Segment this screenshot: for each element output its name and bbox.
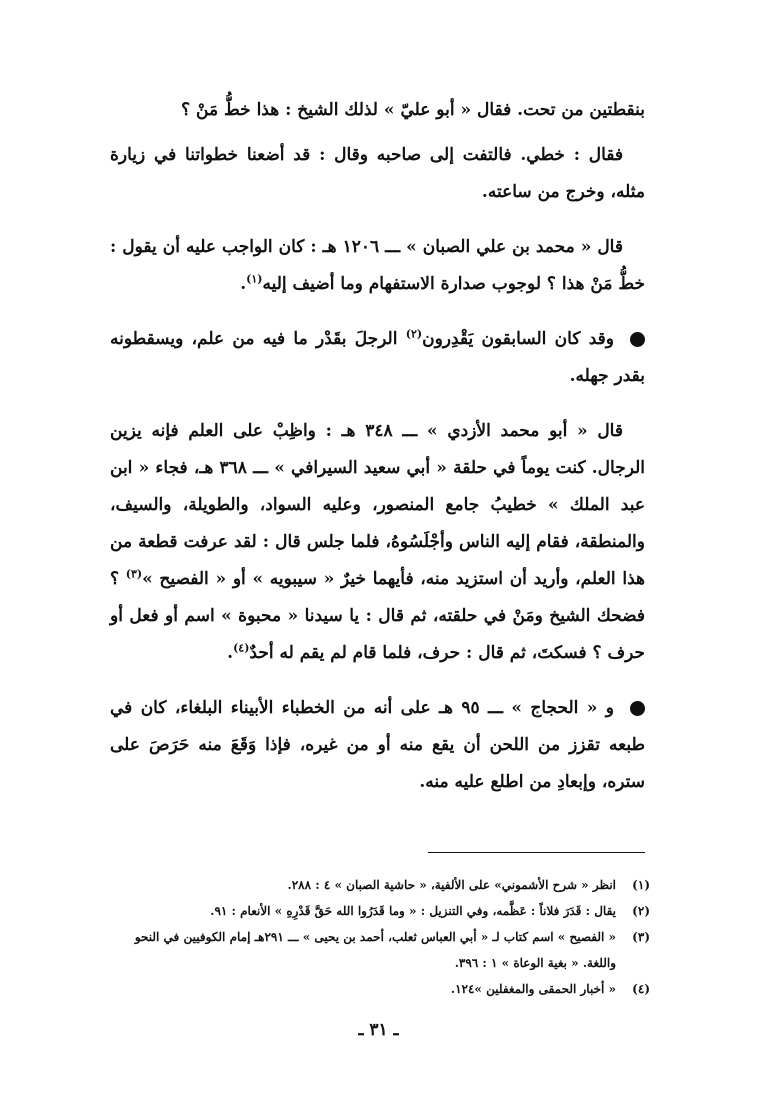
- footnote-number: (٢): [632, 904, 650, 918]
- footnote-ref-3: (٣): [125, 567, 143, 581]
- paragraph-6-text: و « الحجاج » ـــ ٩٥ هـ على أنه من الخطباء الأبيناء البلغاء، كان في طبعه تقزز من اللحن أن يقع منه أو من غيره، فإذا وَقَعَ منه حَرَصَ على ستره، وإبعادِ من اطلع عليه منه.: [110, 698, 645, 792]
- footnote-ref-4: (٤): [233, 641, 250, 655]
- footnote-number: (٤): [632, 982, 650, 996]
- footnote-3: [110, 924, 650, 950]
- paragraph-6: [110, 690, 645, 801]
- paragraph-3: [110, 229, 645, 303]
- paragraph-5: [110, 413, 645, 672]
- footnotes: [110, 872, 650, 1002]
- paragraph-2: فقال : خطي. فالتفت إلى صاحبه وقال : قد أضعنا خطواتنا في زيارة مثله، وخرج من ساعته.: [110, 145, 645, 202]
- paragraph-3-text: قال « محمد بن علي الصبان » ـــ ١٢٠٦ هـ : كان الواجب عليه أن يقول : خطُّ مَنْ هذا ؟ لوجوب صدارة الاستفهام وما أضيف إليه: [110, 237, 645, 294]
- footnote-ref-1: (١): [246, 272, 263, 286]
- footnote-number: (١): [632, 878, 650, 892]
- paragraph-5-end: .: [227, 643, 234, 663]
- footnote-ref-2: (٢): [405, 327, 423, 341]
- footnote-2: [110, 898, 650, 924]
- footnote-3-continuation: واللغة. « بغية الوعاة » ١ : ٣٩٦.: [454, 956, 616, 970]
- paragraph-4-text-a: وقد كان السابقون يَقْدِرون: [422, 329, 614, 349]
- page-number: ـ ٣١ ـ: [358, 1020, 399, 1040]
- bullet-icon: [630, 701, 645, 716]
- main-text: [110, 92, 645, 819]
- paragraph-1: بنقطتين من تحت. فقال « أبو عليّ » لذلك الشيخ : هذا خطُّ مَنْ ؟: [181, 100, 645, 120]
- footnote-4: [110, 976, 650, 1002]
- footnote-text: « الفصيح » اسم كتاب لـ « أبي العباس ثعلب، أحمد بن يحيى » ـــ ٢٩١هـ إمام الكوفيين في النحو: [134, 930, 616, 944]
- paragraph-4-text-b: الرجلَ بقَدْر ما فيه من علم، ويسقطونه بقدر جهله.: [110, 329, 645, 386]
- footnote-number: (٣): [632, 930, 650, 944]
- bullet-icon: [630, 332, 645, 347]
- paragraph-3-end: .: [240, 274, 247, 294]
- paragraph-5-text-a: قال « أبو محمد الأزدي » ـــ ٣٤٨ هـ : واظِبْ على العلم فإنه يزين الرجال. كنت يوماً في حلقة « أبي سعيد السيرافي » ـــ ٣٦٨ هـ، فجاء « ابن عبد الملك » خطيبُ جامع المنصور، وعليه السواد، والطويلة، والسيف، والمنطقة، فقام إليه الناس وأجْلَسُوهُ، فلما جلس قال : لقد عرفت قطعة من هذا العلم، وأريد أن استزيد منه، فأيهما خيرٌ « سيبويه » أو « الفصيح »: [110, 421, 645, 589]
- paragraph-4: [110, 321, 645, 395]
- footnote-divider: [428, 852, 645, 853]
- footnote-text: انظر « شرح الأشموني» على الألفية، « حاشية الصبان » ٤ : ٢٨٨.: [287, 878, 616, 892]
- paragraph-5-text-b: ؟ فضحك الشيخ ومَنْ في حلقته، ثم قال : يا سيدنا « محبوة » اسم أو فعل أو حرف ؟ فسكتَ، ثم قال : حرف، فلما قام لم يقم له أحدٌ: [110, 569, 645, 663]
- footnote-text: يقال : قَدَرَ فلاناً : عَظَّمه، وفي التنزيل : « وما قَدَرُوا الله حَقَّ قَدْرِهِ » الأنعام : ٩١.: [210, 904, 616, 918]
- footnote-1: [110, 872, 650, 898]
- footnote-text: « أخبار الحمقى والمغفلين »١٢٤.: [450, 982, 616, 996]
